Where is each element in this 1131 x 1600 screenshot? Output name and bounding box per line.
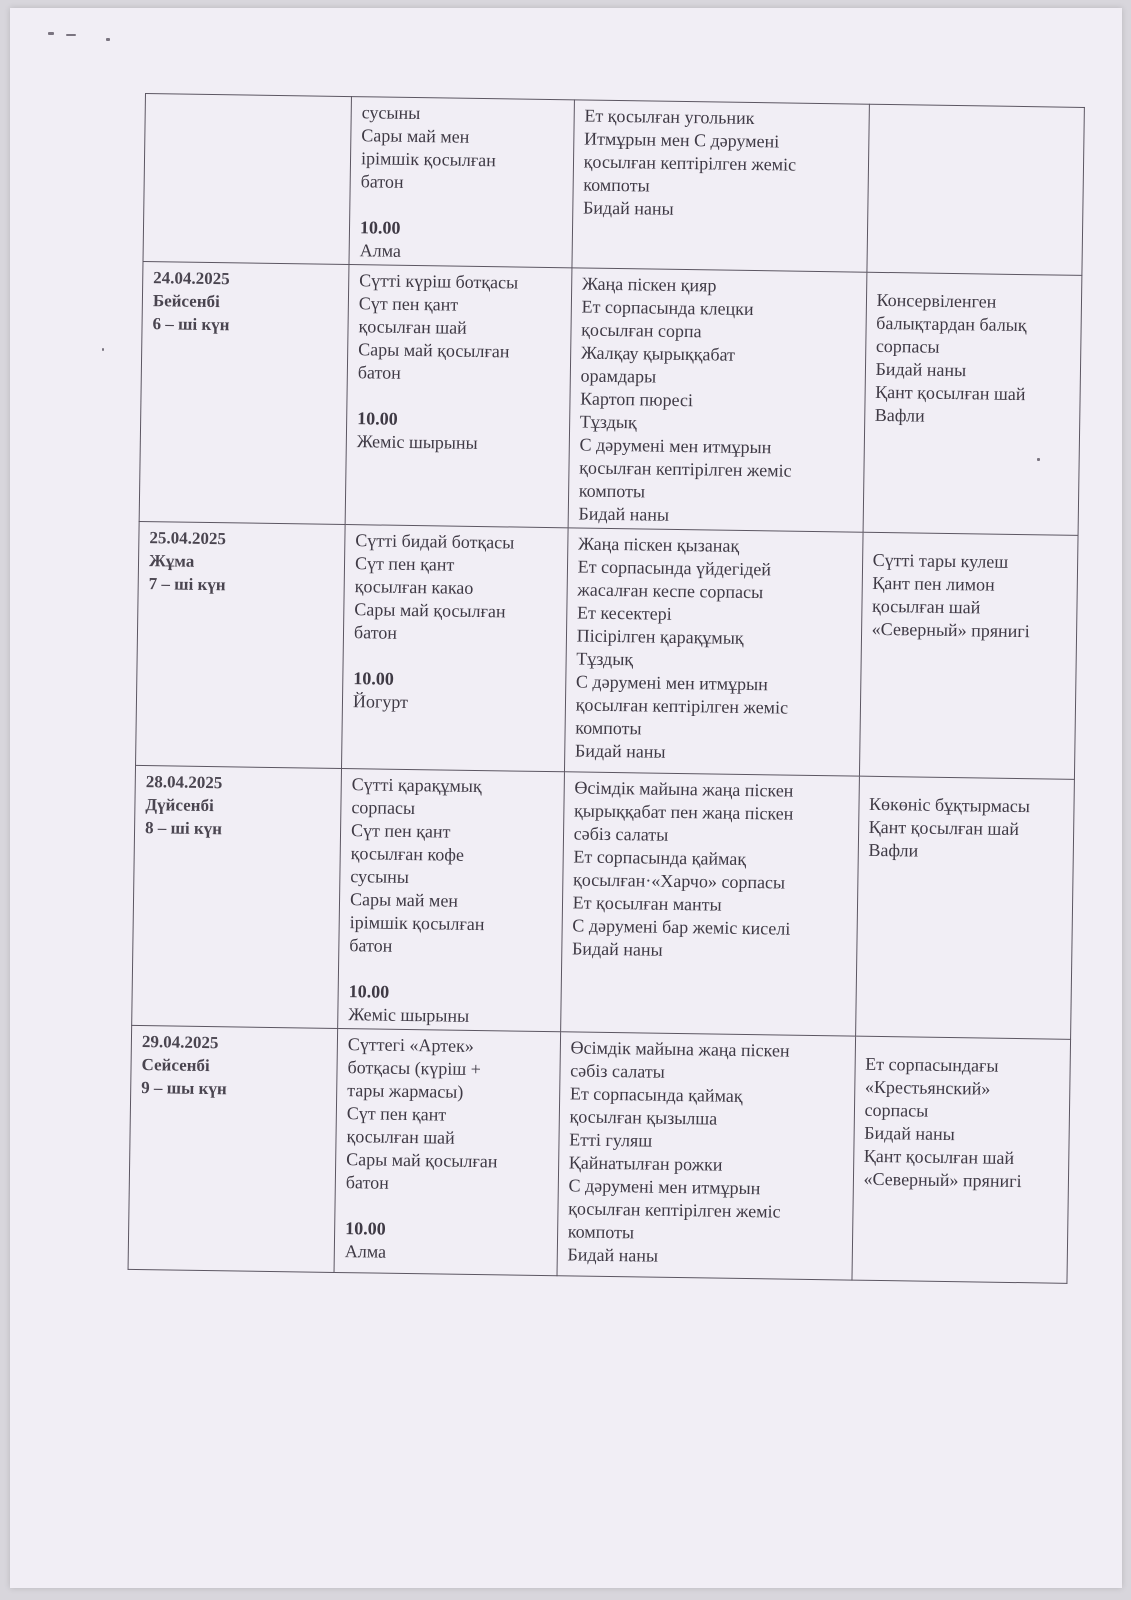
lunch-item: сәбіз салаты <box>570 1060 665 1082</box>
breakfast-item: Сары май мен <box>361 125 470 147</box>
menu-row <box>143 94 1084 276</box>
breakfast-item: Сары май қосылған <box>346 1149 498 1172</box>
menu-table <box>128 93 1085 1284</box>
lunch-cell <box>568 268 867 532</box>
lunch-item: қосылған кептірілген жеміс <box>579 457 792 481</box>
dinner-cell <box>852 1036 1071 1283</box>
breakfast-item: Сүтті күріш ботқасы <box>359 270 519 293</box>
lunch-item: Бидай наны <box>574 740 666 762</box>
snack-line <box>345 1217 549 1266</box>
snack-item: Жеміс шырыны <box>348 1004 470 1026</box>
lunch-cell <box>572 100 869 272</box>
day-weekday: Дүйсенбі <box>145 795 214 816</box>
breakfast-item: батон <box>353 622 398 643</box>
lunch-item: Ет сорпасында үйдегідей <box>577 556 772 580</box>
lunch-item: қосылған кептірілген жеміс <box>568 1198 781 1222</box>
day-day-number: 9 – шы күн <box>141 1078 227 1099</box>
menu-row <box>128 1025 1071 1283</box>
breakfast-item: Сүт пен қант <box>346 1103 447 1125</box>
lunch-item: Итмұрын мен С дәрумені <box>583 128 780 152</box>
breakfast-item: Сүт пен қант <box>358 293 459 315</box>
day-date: 24.04.2025 <box>153 268 230 289</box>
lunch-item: Тұздық <box>579 411 637 433</box>
breakfast-item: Сары май қосылған <box>354 599 506 622</box>
breakfast-item: Сүттегі «Артек» <box>347 1034 475 1056</box>
day-day-number: 6 – ші күн <box>152 314 230 335</box>
day-date: 29.04.2025 <box>141 1032 219 1053</box>
lunch-item: Жаңа піскен қызанақ <box>577 533 740 556</box>
breakfast-cell <box>345 265 572 528</box>
breakfast-item: Сүт пен қант <box>354 553 455 575</box>
lunch-item: Өсімдік майына жаңа піскен <box>570 1037 790 1061</box>
lunch-item: Бидай наны <box>582 197 674 219</box>
lunch-item: Өсімдік майына жаңа піскен <box>574 777 794 801</box>
breakfast-item: қосылған шай <box>346 1126 455 1148</box>
lunch-item: Тұздық <box>576 648 634 670</box>
lunch-item: Бидай наны <box>567 1244 659 1266</box>
lunch-item: қосылған сорпа <box>581 319 702 342</box>
breakfast-item: сорпасы <box>351 797 416 819</box>
lunch-item: қырыққабат пен жаңа піскен <box>573 800 794 824</box>
lunch-item: Ет сорпасында клецки <box>581 296 754 320</box>
dinner-item: балықтардан балық <box>876 312 1027 336</box>
lunch-item: С дәрумені мен итмұрын <box>568 1175 761 1199</box>
lunch-item: Ет сорпасында қаймақ <box>569 1083 743 1106</box>
snack-time: 10.00 <box>359 217 401 238</box>
lunch-cell <box>560 772 859 1036</box>
dinner-item: «Северный» прянигі <box>863 1168 1022 1192</box>
dinner-item: Вафли <box>868 839 919 861</box>
lunch-item: Ет қосылған угольник <box>584 105 755 129</box>
breakfast-item: Сары май мен <box>349 889 459 911</box>
breakfast-item: батон <box>360 171 404 192</box>
breakfast-item: батон <box>357 362 401 383</box>
scan-speck <box>48 32 54 35</box>
lunch-cell <box>564 528 862 776</box>
breakfast-item: қосылған кофе <box>350 843 465 865</box>
dinner-item: Қант қосылған шай <box>875 381 1026 405</box>
breakfast-cell <box>334 1028 560 1275</box>
lunch-item: С дәрумені мен итмұрын <box>575 671 768 695</box>
breakfast-item: батон <box>349 935 393 956</box>
breakfast-item: тары жармасы) <box>347 1080 464 1102</box>
snack-item: Йогурт <box>352 691 409 712</box>
dinner-item: Қант қосылған шай <box>868 816 1020 840</box>
lunch-item: компоты <box>575 717 642 739</box>
day-weekday: Бейсенбі <box>152 291 220 312</box>
snack-item: Алма <box>344 1241 387 1262</box>
lunch-item: қосылған·«Харчо» сорпасы <box>572 869 786 893</box>
dinner-item: қосылған шай <box>871 595 981 618</box>
breakfast-cell <box>349 97 574 268</box>
lunch-item: Етті гуляш <box>569 1129 653 1151</box>
snack-line <box>357 407 561 456</box>
menu-row <box>136 521 1079 779</box>
breakfast-cell <box>338 768 565 1031</box>
snack-line <box>359 216 563 265</box>
breakfast-item: ботқасы (күріш + <box>347 1057 482 1080</box>
scan-speck <box>66 34 76 36</box>
menu-row <box>132 765 1075 1039</box>
menu-row <box>139 261 1082 535</box>
dinner-cell <box>863 272 1082 535</box>
breakfast-cell <box>341 525 567 772</box>
breakfast-item: сусыны <box>350 866 410 888</box>
lunch-item: жасалған кеспе сорпасы <box>577 579 764 603</box>
day-date: 28.04.2025 <box>145 772 223 793</box>
dinner-cell <box>866 104 1084 275</box>
day-cell <box>132 765 342 1028</box>
lunch-item: Ет сорпасында қаймақ <box>573 846 747 870</box>
dinner-item: Қант пен лимон <box>872 572 995 595</box>
breakfast-item: қосылған какао <box>354 576 474 598</box>
dinner-cell <box>859 532 1078 779</box>
snack-item: Алма <box>359 240 402 261</box>
snack-time: 10.00 <box>348 981 390 1002</box>
lunch-item: Бидай наны <box>578 503 670 525</box>
lunch-item: Жаңа піскен қияр <box>581 273 717 296</box>
day-cell <box>139 261 349 524</box>
dinner-item: сорпасы <box>875 335 940 357</box>
lunch-item: қосылған қызылша <box>569 1106 718 1129</box>
day-day-number: 8 – ші күн <box>144 818 223 839</box>
dinner-item: Сүтті тары кулеш <box>872 549 1009 572</box>
snack-time: 10.00 <box>357 408 398 429</box>
lunch-item: Картоп пюресі <box>580 388 694 411</box>
lunch-cell <box>557 1032 855 1280</box>
lunch-item: компоты <box>567 1221 635 1243</box>
day-weekday: Сейсенбі <box>141 1055 210 1076</box>
lunch-item: С дәрумені мен итмұрын <box>579 434 772 458</box>
scan-speck <box>102 348 104 351</box>
breakfast-item: Сүтті бидай ботқасы <box>355 530 515 553</box>
lunch-item: Пісірілген қарақұмық <box>576 625 744 648</box>
breakfast-item: ірімшік қосылған <box>360 148 496 171</box>
scan-speck <box>106 38 110 41</box>
dinner-item: «Крестьянский» <box>864 1076 991 1099</box>
day-cell <box>143 94 351 265</box>
lunch-item: компоты <box>583 174 650 196</box>
day-cell <box>136 521 346 768</box>
snack-time: 10.00 <box>345 1218 386 1239</box>
dinner-cell <box>855 776 1074 1039</box>
snack-line <box>348 980 552 1029</box>
dinner-item: Бидай наны <box>864 1122 955 1145</box>
snack-item: Жеміс шырыны <box>356 431 478 453</box>
dinner-item: Бидай наны <box>875 358 967 381</box>
dinner-item: Ет сорпасындағы <box>865 1053 999 1076</box>
breakfast-item: қосылған шай <box>358 316 467 338</box>
breakfast-item: сусыны <box>361 102 421 124</box>
day-cell <box>128 1025 338 1272</box>
snack-time: 10.00 <box>353 668 394 689</box>
lunch-item: сәбіз салаты <box>573 823 669 845</box>
day-weekday: Жұма <box>148 551 195 571</box>
breakfast-item: батон <box>345 1172 389 1193</box>
day-day-number: 7 – ші күн <box>148 574 226 595</box>
dinner-item: Қант қосылған шай <box>863 1145 1015 1169</box>
lunch-item: орамдары <box>580 365 657 387</box>
lunch-item: Ет кесектері <box>576 602 672 624</box>
dinner-item: Көкөніс бұқтырмасы <box>868 793 1031 817</box>
dinner-item: Консервіленген <box>876 289 997 312</box>
breakfast-item: ірімшік қосылған <box>349 912 485 935</box>
dinner-item: «Северный» прянигі <box>871 618 1030 642</box>
dinner-item: сорпасы <box>864 1099 929 1121</box>
breakfast-item: Сүт пен қант <box>350 820 451 842</box>
lunch-item: қосылған кептірілген жеміс <box>583 151 797 175</box>
lunch-item: Жалқау қырыққабат <box>580 342 736 365</box>
lunch-item: компоты <box>578 480 646 502</box>
breakfast-item: Сүтті қарақұмық <box>351 774 482 797</box>
lunch-item: Ет қосылған манты <box>572 892 722 915</box>
lunch-item: қосылған кептірілген жеміс <box>575 694 789 718</box>
lunch-item: С дәрумені бар жеміс киселі <box>572 915 791 939</box>
lunch-item: Бидай наны <box>571 938 663 960</box>
day-date: 25.04.2025 <box>149 528 227 549</box>
breakfast-item: Сары май қосылған <box>358 339 510 362</box>
lunch-item: Қайнатылған рожки <box>568 1152 723 1175</box>
dinner-item: Вафли <box>874 404 925 426</box>
snack-line <box>353 667 557 716</box>
